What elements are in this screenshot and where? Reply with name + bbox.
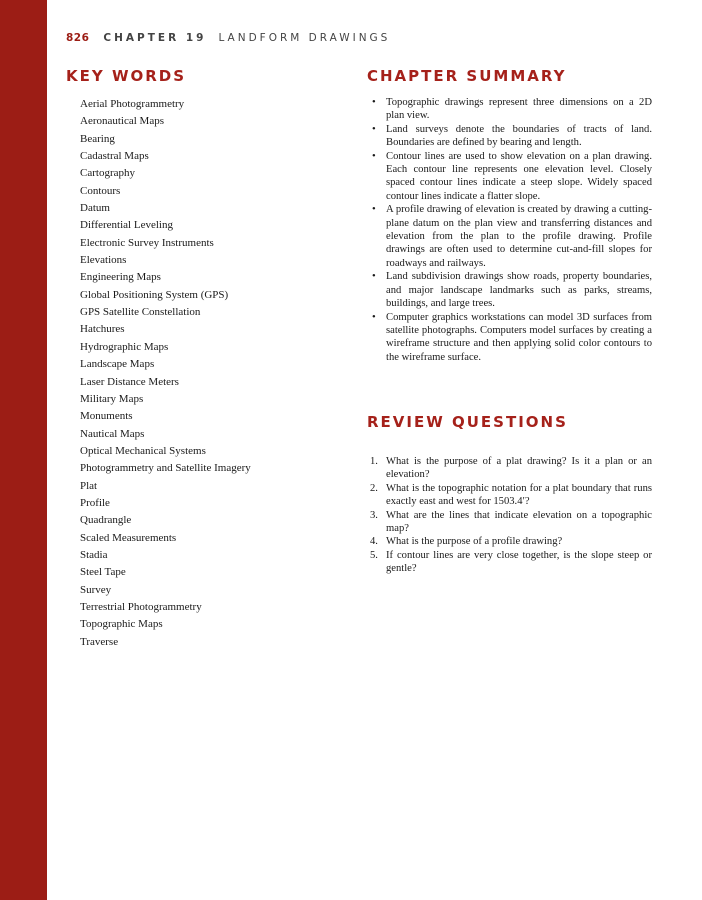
review-questions-list xyxy=(370,455,652,576)
key-words-heading: KEY WORDS xyxy=(66,67,187,85)
summary-text: Topographic drawings represent three dimensions on a 2D plan view. xyxy=(386,97,652,122)
key-word-item: Topographic Maps xyxy=(80,618,163,631)
key-word-item: Stadia xyxy=(80,548,108,561)
key-word-item: Plat xyxy=(80,479,98,492)
question-number: 5. xyxy=(370,549,378,561)
key-word-item: Bearing xyxy=(80,132,115,145)
summary-text: Contour lines are used to show elevation on a plan drawing. Each contour line represents one elevation level. Closely spaced contour lines indicate a steep slope. Widely spaced contour lines indicate a flatter slope. xyxy=(386,150,652,202)
page-edge-band xyxy=(0,0,47,900)
question-text: What is the purpose of a profile drawing? xyxy=(386,536,563,548)
key-word-item: Quadrangle xyxy=(80,514,132,527)
key-word-item: Hydrographic Maps xyxy=(80,340,169,353)
bullet-icon: • xyxy=(372,204,376,216)
summary-item xyxy=(372,123,652,150)
review-question xyxy=(370,549,652,576)
key-word-item: Aeronautical Maps xyxy=(80,115,164,128)
review-question xyxy=(370,482,652,509)
review-question xyxy=(370,509,652,536)
summary-item xyxy=(372,203,652,270)
page-number: 826 xyxy=(66,32,90,44)
summary-item xyxy=(372,150,652,204)
key-word-item: Monuments xyxy=(80,410,133,423)
key-word-item: Landscape Maps xyxy=(80,358,155,371)
summary-text: Land subdivision drawings show roads, property boundaries, and major landscape landmarks such as parks, streams, buildings, and large trees. xyxy=(386,271,652,310)
summary-item xyxy=(372,96,652,123)
chapter-label: CHAPTER 19 xyxy=(103,32,207,44)
key-word-item: Electronic Survey Instruments xyxy=(80,236,214,249)
key-word-item: Traverse xyxy=(80,635,119,648)
key-word-item: Steel Tape xyxy=(80,566,126,579)
key-word-item: Datum xyxy=(80,202,110,215)
summary-text: Land surveys denote the boundaries of tracts of land. Boundaries are defined by bearing and length. xyxy=(386,123,652,149)
review-questions-heading: REVIEW QUESTIONS xyxy=(367,413,568,431)
key-word-item: Hatchures xyxy=(80,323,125,336)
chapter-title: LANDFORM DRAWINGS xyxy=(218,32,391,44)
running-header xyxy=(66,32,390,44)
key-word-item: Photogrammetry and Satellite Imagery xyxy=(80,462,251,475)
bullet-icon: • xyxy=(372,150,376,162)
summary-list xyxy=(372,96,652,364)
bullet-icon: • xyxy=(372,97,376,108)
summary-item xyxy=(372,311,652,365)
question-number: 3. xyxy=(370,509,378,521)
key-word-item: Differential Leveling xyxy=(80,219,173,232)
question-text: If contour lines are very close together, is the slope steep or gentle? xyxy=(386,549,652,575)
question-text: What is the purpose of a plat drawing? Is it a plan or an elevation? xyxy=(386,456,652,481)
key-word-item: Nautical Maps xyxy=(80,427,145,440)
bullet-icon: • xyxy=(372,271,376,283)
question-number: 2. xyxy=(370,482,378,494)
question-number: 4. xyxy=(370,536,378,548)
review-question xyxy=(370,535,652,548)
key-word-item: Terrestrial Photogrammetry xyxy=(80,600,202,613)
key-word-item: Global Positioning System (GPS) xyxy=(80,288,229,301)
key-word-item: Profile xyxy=(80,496,110,509)
question-text: What are the lines that indicate elevation on a topographic map? xyxy=(386,509,652,535)
key-word-item: Optical Mechanical Systems xyxy=(80,444,206,457)
key-word-item: Cadastral Maps xyxy=(80,150,149,163)
bullet-icon: • xyxy=(372,311,376,323)
key-word-item: Aerial Photogrammetry xyxy=(80,98,185,110)
review-question xyxy=(370,455,652,482)
question-text: What is the topographic notation for a plat boundary that runs exactly east and west for 1503.4′? xyxy=(386,482,652,508)
summary-text: A profile drawing of elevation is created by drawing a cutting-plane datum on the plan view and transferring distances and elevation from the plan to the profile drawing. Profile drawings are often used to determine cut-and-fill slopes for roadways and railways. xyxy=(386,204,652,269)
summary-text: Computer graphics workstations can model 3D surfaces from satellite photographs. Computers model surfaces by creating a wireframe structure and then applying solid color contours to the wireframe surface. xyxy=(386,311,652,363)
key-word-item: Survey xyxy=(80,583,112,596)
summary-item xyxy=(372,270,652,310)
key-word-item: Engineering Maps xyxy=(80,271,161,284)
key-word-item: Elevations xyxy=(80,254,127,267)
chapter-summary-heading: CHAPTER SUMMARY xyxy=(367,67,567,85)
key-word-item: Military Maps xyxy=(80,392,144,405)
bullet-icon: • xyxy=(372,123,376,135)
key-word-item: GPS Satellite Constellation xyxy=(80,306,201,319)
key-word-item: Laser Distance Meters xyxy=(80,375,179,388)
key-word-item: Scaled Measurements xyxy=(80,531,177,544)
key-word-item: Contours xyxy=(80,184,121,197)
question-number: 1. xyxy=(370,456,378,467)
key-words-list xyxy=(80,96,251,651)
key-word-item: Cartography xyxy=(80,167,135,180)
